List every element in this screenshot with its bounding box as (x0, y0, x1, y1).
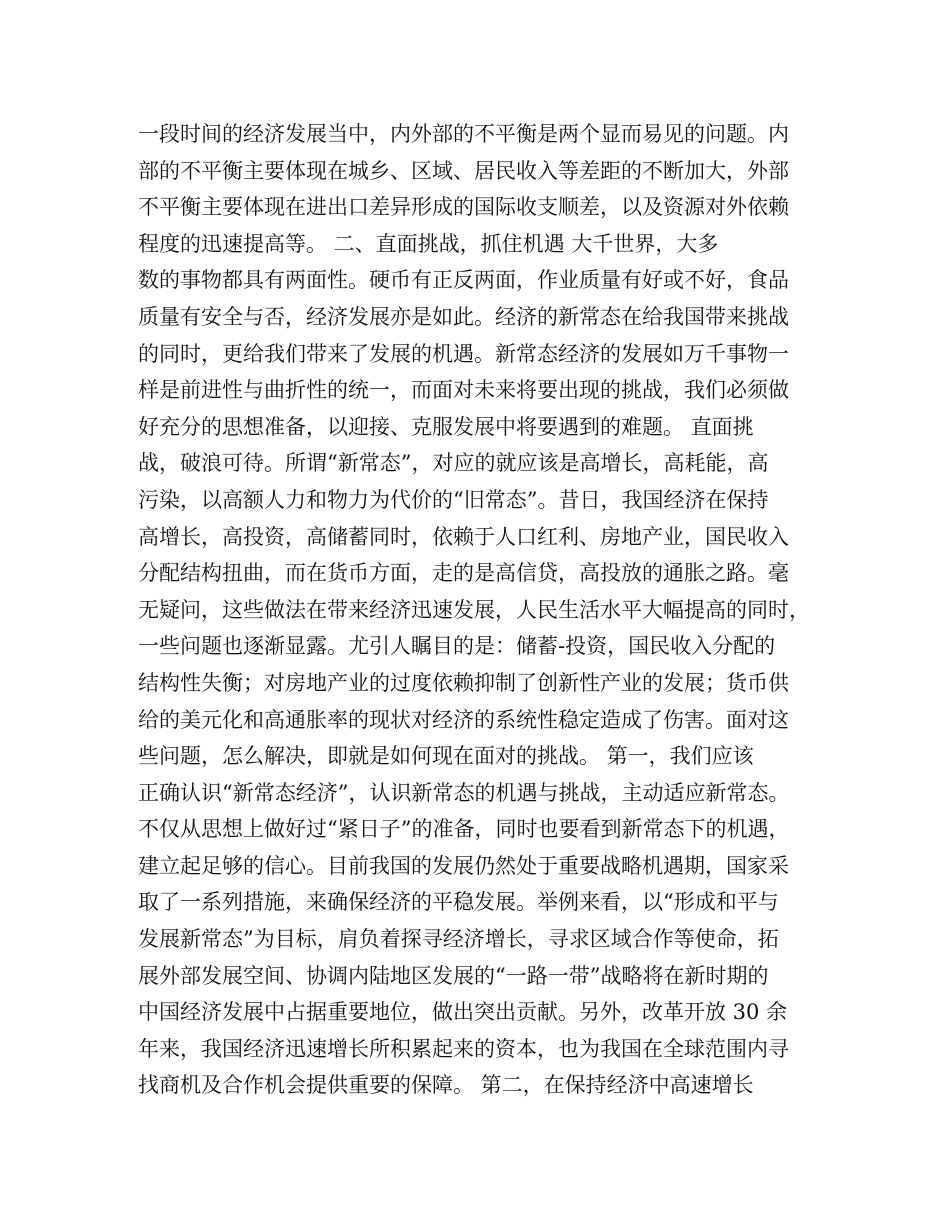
text-line: 一些问题也逐渐显露。尤引人瞩目的是：储蓄-投资，国民收入分配的 (138, 634, 776, 659)
text-line: 高增长，高投资，高储蓄同时，依赖于人口红利、房地产业，国民收入 (138, 524, 789, 549)
text-line: 一段时间的经济发展当中，内外部的不平衡是两个显而易见的问题。内 (138, 122, 789, 146)
text-line: 建立起足够的信心。目前我国的发展仍然处于重要战略机遇期，国家采 (138, 853, 789, 878)
text-line: 数的事物都具有两面性。硬币有正反两面，作业质量有好或不好，食品 (138, 268, 789, 293)
text-line: 展外部发展空间、协调内陆地区发展的“一路一带”战略将在新时期的 (138, 963, 769, 988)
text-line: 程度的迅速提高等。 二、直面挑战，抓住机遇 大千世界，大多 (138, 231, 719, 256)
text-line: 好充分的思想准备，以迎接、克服发展中将要遇到的难题。 直面挑 (138, 414, 754, 439)
text-line: 发展新常态”为目标，肩负着探寻经济增长，寻求区域合作等使命，拓 (138, 927, 779, 952)
text-line: 结构性失衡；对房地产业的过度依赖抑制了创新性产业的发展；货币供 (138, 670, 789, 695)
text-line: 部的不平衡主要体现在城乡、区域、居民收入等差距的不断加大，外部 (138, 158, 789, 183)
text-line: 中国经济发展中占据重要地位，做出突出贡献。另外，改革开放 30 余 (138, 1000, 788, 1025)
text-line: 污染，以高额人力和物力为代价的“旧常态”。昔日，我国经济在保持 (138, 487, 769, 512)
text-line: 战，破浪可待。所谓“新常态”，对应的就应该是高增长，高耗能，高 (138, 451, 769, 476)
text-line: 取了一系列措施，来确保经济的平稳发展。举例来看，以“形成和平与 (138, 890, 779, 915)
text-line: 的同时，更给我们带来了发展的机遇。新常态经济的发展如万千事物一 (138, 341, 789, 366)
text-line: 年来，我国经济迅速增长所积累起来的资本，也为我国在全球范围内寻 (138, 1036, 789, 1061)
text-line: 找商机及合作机会提供重要的保障。 第二，在保持经济中高速增长 (138, 1073, 754, 1098)
text-line: 无疑问，这些做法在带来经济迅速发展，人民生活水平大幅提高的同时， (138, 597, 810, 622)
text-line: 些问题，怎么解决，即就是如何现在面对的挑战。 第一，我们应该 (138, 744, 754, 769)
text-line: 不仅从思想上做好过“紧日子”的准备，同时也要看到新常态下的机遇， (138, 817, 790, 842)
text-line: 样是前进性与曲折性的统一，而面对未来将要出现的挑战，我们必须做 (138, 378, 789, 403)
text-line: 质量有安全与否，经济发展亦是如此。经济的新常态在给我国带来挑战 (138, 304, 789, 329)
text-line: 给的美元化和高通胀率的现状对经济的系统性稳定造成了伤害。面对这 (138, 707, 789, 732)
body-text (138, 116, 828, 1104)
text-line: 分配结构扭曲，而在货币方面，走的是高信贷，高投放的通胀之路。毫 (138, 561, 789, 586)
text-line: 不平衡主要体现在进出口差异形成的国际收支顺差，以及资源对外依赖 (138, 195, 789, 220)
text-line: 正确认识“新常态经济”，认识新常态的机遇与挑战，主动适应新常态。 (138, 780, 790, 805)
